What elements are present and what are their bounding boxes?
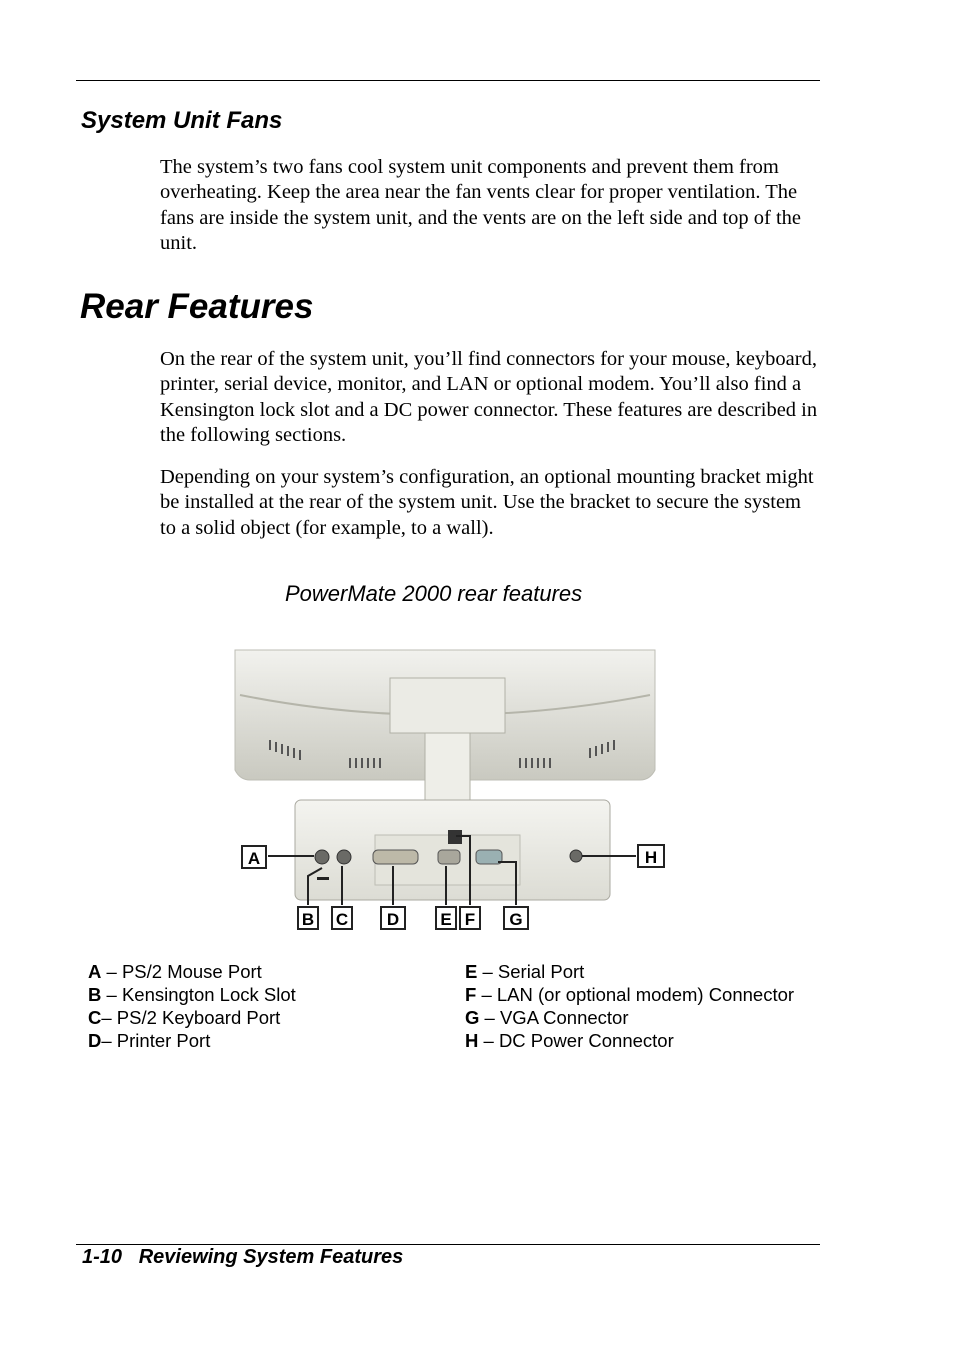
fans-paragraph: The system’s two fans cool system unit components and prevent them from overheating. Keep the area near the fan vents clear for proper ventilation. The fans are inside the system unit, and the vents are on the left side and top of the unit. (160, 156, 802, 254)
top-rule (76, 80, 820, 81)
callout-b (298, 907, 318, 929)
legend-text: – PS/2 Mouse Port (101, 961, 262, 982)
legend-item (88, 1006, 296, 1029)
callout-h-label: H (644, 848, 658, 867)
callout-a (242, 846, 266, 868)
page-footer: 1-10 Reviewing System Features (82, 1246, 404, 1268)
legend-letter: C (88, 1007, 102, 1028)
page-title: Rear Features (80, 287, 314, 326)
figure-caption: PowerMate 2000 rear features (285, 581, 583, 606)
callout-g (504, 907, 528, 929)
rear-features-paragraph-2: Depending on your system’s configuration, an optional mounting bracket might be installed at the rear of the system unit. Use the bracket to secure the system to a solid object (for example, to a wall). (160, 466, 814, 539)
legend-item (465, 1006, 794, 1029)
rear-features-paragraph-1: On the rear of the system unit, you’ll find connectors for your mouse, keyboard, printer, serial device, monitor, and LAN or optional modem. You’ll also find a Kensington lock slot and a DC power connector. These features are described in the following sections. (160, 348, 818, 446)
legend-text: – PS/2 Keyboard Port (101, 1007, 281, 1028)
callout-c-label: C (335, 910, 349, 929)
legend-letter: B (88, 984, 102, 1005)
footer-rule (76, 1244, 820, 1245)
legend-text: – VGA Connector (479, 1007, 629, 1028)
callout-d (381, 907, 405, 929)
legend-letter: D (88, 1030, 102, 1051)
callout-c (332, 907, 352, 929)
monitor-rear-drawing (230, 640, 680, 945)
callout-f (460, 907, 480, 929)
legend-item (465, 960, 794, 983)
legend-item (88, 960, 296, 983)
callout-f-label: F (464, 910, 476, 929)
legend-text: – Serial Port (477, 961, 585, 982)
section-heading: System Unit Fans (81, 107, 283, 134)
legend-right (465, 960, 794, 1052)
callout-d-label: D (386, 910, 400, 929)
callout-e (436, 907, 456, 929)
legend-letter: H (465, 1030, 479, 1051)
legend-letter: F (465, 984, 477, 1005)
callout-e-label: E (440, 910, 452, 929)
legend-item (465, 1029, 794, 1052)
legend-item (88, 1029, 296, 1052)
legend-letter: E (465, 961, 478, 982)
callout-h (638, 845, 664, 867)
callout-g-label: G (509, 910, 523, 929)
callout-a-label: A (247, 849, 261, 868)
legend-letter: A (88, 961, 102, 982)
legend-text: – Kensington Lock Slot (101, 984, 296, 1005)
legend-text: – Printer Port (101, 1030, 211, 1051)
legend-item (465, 983, 794, 1006)
legend-text: – DC Power Connector (478, 1030, 674, 1051)
legend-left (88, 960, 296, 1052)
legend-item (88, 983, 296, 1006)
legend-text: – LAN (or optional modem) Connector (476, 984, 795, 1005)
rear-features-illustration (230, 640, 680, 945)
callout-b-label: B (301, 910, 315, 929)
legend-letter: G (465, 1007, 480, 1028)
